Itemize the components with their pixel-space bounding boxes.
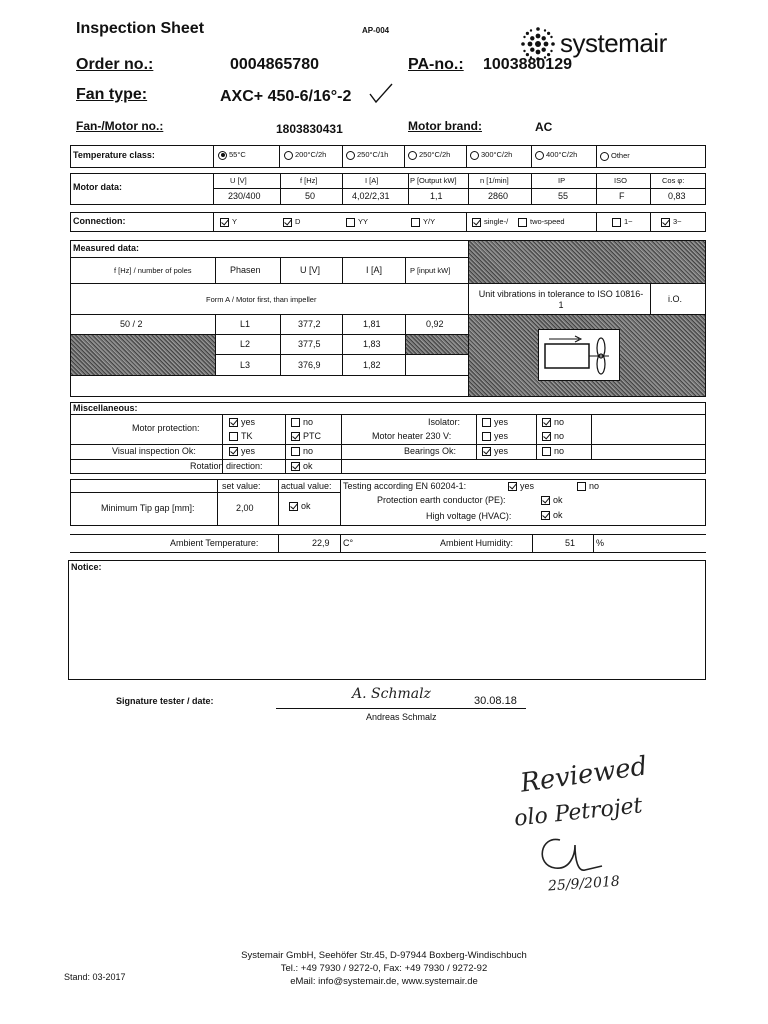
temp-option-250-1h[interactable]: 250°C/1h: [346, 150, 388, 160]
checkbox-visual-no[interactable]: [291, 447, 300, 456]
row-l2-i: 1,83: [363, 339, 381, 349]
checkbox-iso-yes[interactable]: [482, 418, 491, 427]
mp-ptc[interactable]: PTC: [291, 431, 321, 441]
actual-value-label: actual value:: [281, 481, 332, 491]
checkbox-1phase[interactable]: [612, 218, 621, 227]
document-code: AP-004: [362, 26, 390, 35]
row-l1-u: 377,2: [298, 319, 321, 329]
notice-box[interactable]: [68, 560, 706, 680]
connection-label: Connection:: [73, 216, 126, 226]
conn-1phase[interactable]: 1~: [612, 217, 633, 227]
conn-d[interactable]: D: [283, 217, 300, 227]
shaded-area-top: [468, 241, 705, 284]
ambient-temp-label: Ambient Temperature:: [170, 538, 259, 548]
measured-header-phase: Phasen: [230, 265, 261, 275]
motor-header-u: U [V]: [230, 176, 247, 185]
form-note: Form A / Motor first, than impeller: [206, 295, 317, 304]
motor-header-f: f [Hz]: [300, 176, 318, 185]
checkbox-tip-ok[interactable]: [289, 502, 298, 511]
vibration-value: i.O.: [668, 294, 683, 304]
radio-250-2h[interactable]: [408, 151, 417, 160]
footer-email: eMail: info@systemair.de, www.systemair.de: [290, 976, 478, 987]
tester-signature: A. Schmalz: [352, 686, 431, 702]
checkbox-tk[interactable]: [229, 432, 238, 441]
shaded-area-mid: [406, 335, 468, 354]
mp-no[interactable]: no: [291, 417, 313, 427]
misc-label: Miscellaneous:: [73, 403, 138, 413]
checkbox-testing-no[interactable]: [577, 482, 586, 491]
bearings-no[interactable]: no: [542, 446, 564, 456]
motor-protection-label: Motor protection:: [132, 423, 200, 433]
shaded-area-left: [71, 335, 215, 375]
motor-value-ip: 55: [558, 191, 569, 201]
vibration-label: Unit vibrations in tolerance to ISO 10816-1: [478, 289, 644, 310]
motor-header-iso: ISO: [614, 176, 627, 185]
row-l3-u: 376,9: [298, 360, 321, 370]
ambient-humidity-value: 51: [565, 538, 576, 548]
conn-single[interactable]: single-/: [472, 217, 508, 227]
motor-value-n: 2860: [488, 191, 509, 201]
radio-200[interactable]: [284, 151, 293, 160]
motor-header-i: I [A]: [365, 176, 379, 185]
bearings-label: Bearings Ok:: [404, 446, 457, 456]
ambient-humidity-unit: %: [596, 538, 605, 548]
motor-header-p: P [Output kW]: [410, 176, 457, 185]
min-tip-label: Minimum Tip gap [mm]:: [101, 503, 195, 513]
ambient-temp-unit: C°: [343, 538, 354, 548]
checkbox-y-y[interactable]: [411, 218, 420, 227]
row-l1-i: 1,81: [363, 319, 381, 329]
checkbox-two-speed[interactable]: [518, 218, 527, 227]
review-note-line2: olo Petrojet: [513, 793, 644, 832]
checkbox-d[interactable]: [283, 218, 292, 227]
motor-header-n: n [1/min]: [480, 176, 509, 185]
min-tip-set: 2,00: [236, 503, 254, 513]
hv-label: High voltage (HVAC):: [426, 511, 512, 521]
temperature-class-label: Temperature class:: [73, 150, 155, 160]
motor-value-u: 230/400: [228, 191, 261, 201]
fan-diagram: [538, 329, 620, 381]
temp-option-200[interactable]: 200°C/2h: [284, 150, 326, 160]
motor-value-i: 4,02/2,31: [352, 191, 390, 201]
hv-ok[interactable]: ok: [541, 510, 563, 520]
row-l1-p: 0,92: [426, 319, 444, 329]
conn-3phase[interactable]: 3~: [661, 217, 682, 227]
order-label: Order no.:: [76, 56, 154, 73]
measured-data-label: Measured data:: [73, 243, 140, 253]
signature-date: 30.08.18: [474, 695, 517, 707]
conn-yy2[interactable]: Y/Y: [411, 217, 435, 227]
footer-address: Systemair GmbH, Seehöfer Str.45, D-97944 Boxberg-Windischbuch: [241, 950, 527, 961]
iso-yes[interactable]: yes: [482, 417, 508, 427]
freq-poles-value: 50 / 2: [120, 319, 143, 329]
radio-400[interactable]: [535, 151, 544, 160]
heater-no[interactable]: no: [542, 431, 564, 441]
measured-header-u: U [V]: [300, 265, 321, 275]
checkbox-testing-yes[interactable]: [508, 482, 517, 491]
signature-label: Signature tester / date:: [116, 696, 214, 706]
conn-two-speed[interactable]: two-speed: [518, 217, 565, 227]
radio-250-1h[interactable]: [346, 151, 355, 160]
measured-header-freq: f [Hz] / number of poles: [114, 266, 192, 275]
checkbox-mp-yes[interactable]: [229, 418, 238, 427]
notice-label: Notice:: [71, 562, 102, 572]
testing-label: Testing according EN 60204-1:: [343, 481, 467, 491]
visual-no[interactable]: no: [291, 446, 313, 456]
row-l2-u: 377,5: [298, 339, 321, 349]
checkmark-icon: [368, 82, 394, 106]
checkbox-y[interactable]: [220, 218, 229, 227]
ambient-humidity-label: Ambient Humidity:: [440, 538, 514, 548]
checkbox-visual-yes[interactable]: [229, 447, 238, 456]
visual-yes[interactable]: yes: [229, 446, 255, 456]
bearings-yes[interactable]: yes: [482, 446, 508, 456]
radio-55[interactable]: [218, 151, 227, 160]
isolator-label: Isolator:: [428, 417, 461, 427]
measured-header-i: I [A]: [366, 265, 383, 275]
temp-option-300[interactable]: 300°C/2h: [470, 150, 512, 160]
page-title: Inspection Sheet: [76, 20, 205, 37]
fan-type-label: Fan type:: [76, 86, 148, 103]
pa-value: 1003880129: [483, 56, 572, 73]
review-note-line1: Reviewed: [518, 751, 650, 799]
motor-value-p: 1,1: [430, 191, 443, 201]
heater-label: Motor heater 230 V:: [372, 431, 452, 441]
footer-phone: Tel.: +49 7930 / 9272-0, Fax: +49 7930 / 9272-92: [280, 963, 488, 974]
checkbox-bearings-no[interactable]: [542, 447, 551, 456]
pe-label: Protection earth conductor (PE):: [377, 495, 506, 505]
order-value: 0004865780: [230, 56, 319, 73]
motor-value-cos: 0,83: [668, 191, 686, 201]
iso-no[interactable]: no: [542, 417, 564, 427]
mp-tk[interactable]: TK: [229, 431, 253, 441]
temp-option-400[interactable]: 400°C/2h: [535, 150, 577, 160]
motor-data-label: Motor data:: [73, 182, 122, 192]
connection-box: [70, 212, 706, 232]
rotation-label: Rotation direction:: [190, 461, 263, 471]
heater-yes[interactable]: yes: [482, 431, 508, 441]
fan-unit-icon: [539, 330, 619, 380]
checkbox-rotation-ok[interactable]: [291, 462, 300, 471]
measured-header-p: P [input kW]: [410, 266, 451, 275]
conn-yy[interactable]: YY: [346, 217, 368, 227]
ambient-temp-value: 22,9: [312, 538, 330, 548]
radio-300[interactable]: [470, 151, 479, 160]
brand-name: systemair: [560, 28, 667, 58]
row-l2-phase: L2: [240, 339, 251, 349]
mp-yes[interactable]: yes: [229, 417, 255, 427]
motor-header-cos: Cos φ:: [662, 176, 685, 185]
fan-type-value: AXC+ 450-6/16°-2: [220, 88, 352, 105]
rotation-ok[interactable]: ok: [291, 461, 313, 471]
row-l3-phase: L3: [240, 360, 251, 370]
checkbox-pe-ok[interactable]: [541, 496, 550, 505]
motor-value-iso: F: [619, 191, 625, 201]
conn-y[interactable]: Y: [220, 217, 237, 227]
checkbox-mp-no[interactable]: [291, 418, 300, 427]
review-date: 25/9/2018: [547, 873, 621, 895]
motor-brand-label: Motor brand:: [408, 119, 482, 133]
checkbox-ptc[interactable]: [291, 432, 300, 441]
radio-other[interactable]: [600, 152, 609, 161]
checkbox-yy[interactable]: [346, 218, 355, 227]
checkbox-single[interactable]: [472, 218, 481, 227]
checkbox-3phase[interactable]: [661, 218, 670, 227]
checkbox-iso-no[interactable]: [542, 418, 551, 427]
pa-label: PA-no.:: [408, 56, 464, 73]
tester-name: Andreas Schmalz: [366, 712, 437, 722]
checkbox-heater-yes[interactable]: [482, 432, 491, 441]
motor-header-ip: IP: [558, 176, 566, 185]
set-value-label: set value:: [222, 481, 261, 491]
checkbox-hv-ok[interactable]: [541, 511, 550, 520]
checkbox-heater-no[interactable]: [542, 432, 551, 441]
footer-stand: Stand: 03-2017: [64, 972, 126, 982]
pe-ok[interactable]: ok: [541, 495, 563, 505]
fan-motor-value: 1803830431: [276, 122, 343, 136]
motor-brand-value: AC: [535, 120, 553, 134]
motor-value-f: 50: [305, 191, 316, 201]
temp-option-other[interactable]: Other: [600, 151, 630, 161]
temp-option-55[interactable]: 55°C: [218, 150, 246, 160]
min-tip-actual[interactable]: ok: [289, 501, 311, 511]
fan-motor-label: Fan-/Motor no.:: [76, 119, 164, 133]
row-l3-i: 1,82: [363, 360, 381, 370]
reviewer-signature-icon: [530, 830, 610, 880]
testing-yes[interactable]: yes: [508, 481, 534, 491]
visual-label: Visual inspection Ok:: [112, 446, 196, 456]
temp-option-250-2h[interactable]: 250°C/2h: [408, 150, 450, 160]
testing-no[interactable]: no: [577, 481, 599, 491]
checkbox-bearings-yes[interactable]: [482, 447, 491, 456]
row-l1-phase: L1: [240, 319, 251, 329]
